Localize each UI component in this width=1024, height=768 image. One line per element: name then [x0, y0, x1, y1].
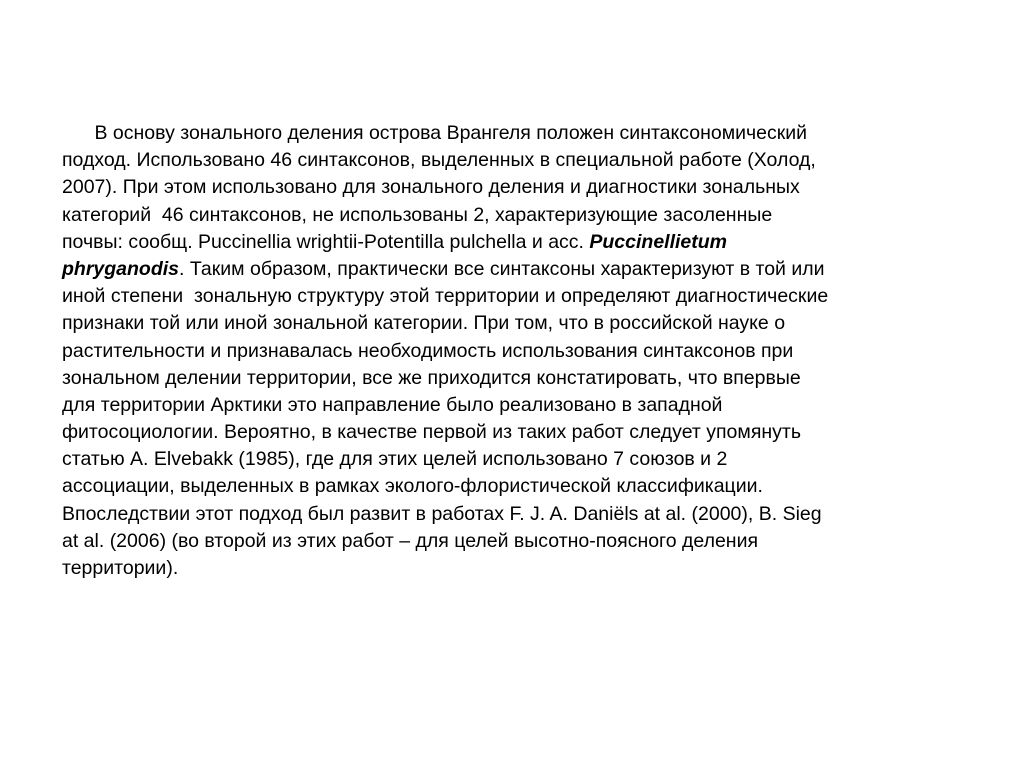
text-line: [62, 555, 966, 582]
text-segment: . Таким образом, практически все синтаксоны характеризуют в той или: [179, 257, 825, 280]
body-paragraph: [62, 120, 966, 582]
text-line: [62, 419, 966, 446]
text-segment: категорий 46 синтаксонов, не использованы 2, характеризующие засоленные: [62, 203, 773, 226]
text-segment: подход. Использовано 46 синтаксонов, выделенных в специальной работе (Холод,: [62, 149, 816, 172]
text-segment: территории).: [62, 557, 179, 579]
taxon-name: Puccinellietum: [589, 230, 728, 253]
text-line: [62, 147, 966, 174]
text-segment: at al. (2006) (во второй из этих работ – для целей высотно-поясного деления: [62, 529, 759, 552]
text-line: [62, 283, 966, 310]
text-line: [62, 392, 966, 419]
text-segment: Впоследствии этот подход был развит в работах F. J. A. Daniëls at al. (2000), B. Sieg: [62, 502, 822, 525]
text-line: [62, 310, 966, 337]
text-line: [62, 229, 966, 256]
text-line: [62, 473, 966, 500]
text-segment: признаки той или иной зональной категории. При том, что в российской науке о: [62, 312, 786, 335]
text-segment: В основу зонального деления острова Врангеля положен синтаксономический: [62, 122, 808, 144]
text-segment: растительности и признавалась необходимость использования синтаксонов при: [62, 339, 794, 362]
text-segment: зональном делении территории, все же приходится констатировать, что впервые: [62, 366, 801, 389]
text-segment: ассоциации, выделенных в рамках эколого-флористической классификации.: [62, 475, 763, 498]
text-segment: для территории Арктики это направление было реализовано в западной: [62, 393, 723, 416]
text-segment: иной степени зональную структуру этой территории и определяют диагностические: [62, 285, 829, 308]
text-line: [62, 338, 966, 365]
text-line: [62, 174, 966, 201]
text-line: [62, 256, 966, 283]
text-line: [62, 120, 966, 147]
text-line: [62, 501, 966, 528]
text-segment: почвы: сообщ. Puccinellia wrightii-Potentilla pulchella и асс.: [62, 230, 590, 253]
text-line: [62, 202, 966, 229]
text-segment: статью A. Elvebakk (1985), где для этих целей использовано 7 союзов и 2: [62, 448, 728, 471]
text-line: [62, 365, 966, 392]
text-line: [62, 528, 966, 555]
text-segment: фитосоциологии. Вероятно, в качестве первой из таких работ следует упомянуть: [62, 421, 801, 444]
text-segment: 2007). При этом использовано для зонального деления и диагностики зональных: [62, 176, 800, 199]
taxon-name: phryganodis: [62, 257, 180, 280]
text-line: [62, 446, 966, 473]
